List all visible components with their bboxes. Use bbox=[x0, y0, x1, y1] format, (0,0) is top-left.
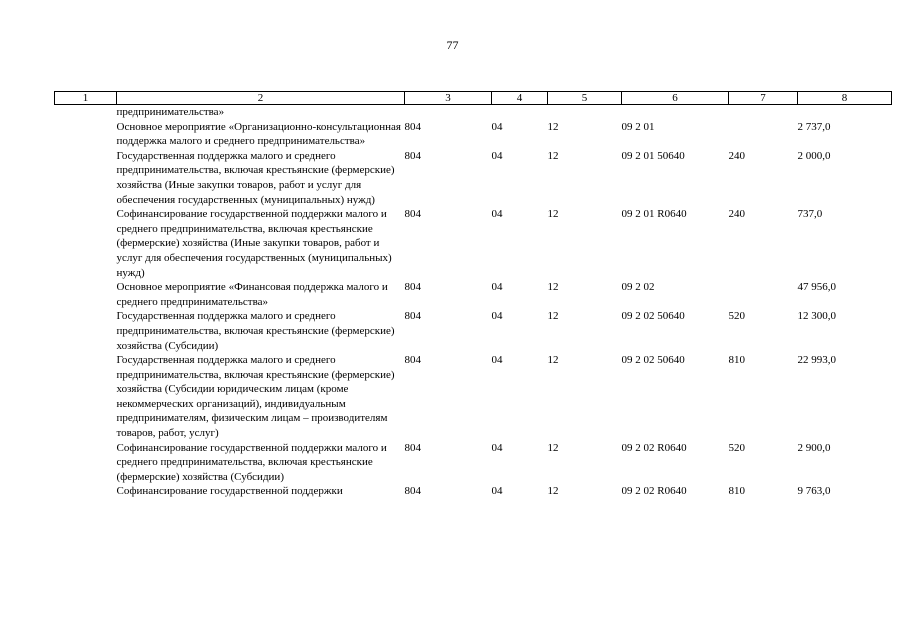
column-header-5: 5 bbox=[548, 92, 622, 105]
amount: 12 300,0 bbox=[797, 310, 836, 323]
target-article-code: 09 2 02 bbox=[621, 281, 655, 294]
expense-type-code: 520 bbox=[728, 310, 745, 323]
target-article-code: 09 2 02 50640 bbox=[621, 310, 685, 323]
empty-cell bbox=[55, 120, 117, 149]
amount: 9 763,0 bbox=[797, 485, 831, 498]
amount: 47 956,0 bbox=[797, 281, 836, 294]
grbs-code: 804 bbox=[404, 354, 421, 367]
target-article-code: 09 2 01 50640 bbox=[621, 149, 685, 162]
empty-cell bbox=[55, 309, 117, 353]
item-name: Государственная поддержка малого и среднего предпринимательства, включая крестьянские (фермерские) хозяйства (Иные закупки товаров, работ и услуг для обеспечения государственных (муниципальных) нужд) bbox=[116, 149, 395, 206]
column-header-3: 3 bbox=[405, 92, 492, 105]
page-number: 77 bbox=[446, 38, 459, 52]
empty-cell bbox=[55, 280, 117, 309]
amount: 2 000,0 bbox=[797, 149, 831, 162]
item-name: Основное мероприятие «Организационно-консультационная поддержка малого и среднего предпринимательства» bbox=[116, 120, 401, 148]
amount: 22 993,0 bbox=[797, 354, 836, 367]
table-row bbox=[55, 441, 892, 485]
target-article-code: 09 2 02 R0640 bbox=[621, 485, 687, 498]
expense-type-code: 240 bbox=[728, 208, 745, 221]
section-code: 04 bbox=[491, 149, 503, 162]
table-row bbox=[55, 105, 892, 120]
column-header-4: 4 bbox=[492, 92, 548, 105]
expense-type-code: 520 bbox=[728, 441, 745, 454]
subsection-code: 12 bbox=[547, 208, 559, 221]
column-header-1: 1 bbox=[55, 92, 117, 105]
table-row bbox=[55, 484, 892, 499]
item-name: Основное мероприятие «Финансовая поддержка малого и среднего предпринимательства» bbox=[116, 281, 388, 308]
subsection-code: 12 bbox=[547, 310, 559, 323]
table-row bbox=[55, 280, 892, 309]
subsection-code: 12 bbox=[547, 149, 559, 162]
grbs-code bbox=[405, 105, 492, 120]
section-code: 04 bbox=[491, 208, 503, 221]
item-name: Софинансирование государственной поддержки малого и среднего предпринимательства, включая крестьянские (фермерские) хозяйства (Иные закупки товаров, работ и услуг для обеспечения государственных (муниципальных) нужд) bbox=[116, 208, 392, 279]
column-header-7: 7 bbox=[729, 92, 798, 105]
subsection-code: 12 bbox=[547, 281, 559, 294]
section-code: 04 bbox=[491, 354, 503, 367]
target-article-code bbox=[622, 105, 729, 120]
amount: 2 737,0 bbox=[797, 120, 831, 133]
section-code: 04 bbox=[491, 441, 503, 454]
expense-type-code bbox=[729, 105, 798, 120]
table-row bbox=[55, 207, 892, 280]
target-article-code: 09 2 02 R0640 bbox=[621, 441, 687, 454]
expense-type-code: 240 bbox=[728, 149, 745, 162]
budget-table bbox=[54, 91, 892, 499]
expense-type-code: 810 bbox=[728, 354, 745, 367]
section-code bbox=[492, 105, 548, 120]
empty-cell bbox=[55, 149, 117, 207]
table-row bbox=[55, 120, 892, 149]
target-article-code: 09 2 02 50640 bbox=[621, 354, 685, 367]
column-number-row bbox=[55, 92, 892, 105]
subsection-code bbox=[548, 105, 622, 120]
item-name: Софинансирование государственной поддержки малого и среднего предпринимательства, включая крестьянские (фермерские) хозяйства (Субсидии) bbox=[116, 441, 387, 483]
grbs-code: 804 bbox=[404, 149, 421, 162]
amount: 737,0 bbox=[797, 208, 823, 221]
target-article-code: 09 2 01 bbox=[621, 120, 655, 133]
column-header-2: 2 bbox=[117, 92, 405, 105]
expense-type-code bbox=[729, 120, 798, 149]
amount: 2 900,0 bbox=[797, 441, 831, 454]
empty-cell bbox=[55, 484, 117, 499]
grbs-code: 804 bbox=[404, 281, 421, 294]
item-name: Государственная поддержка малого и среднего предпринимательства, включая крестьянские (фермерские) хозяйства (Субсидии) bbox=[116, 310, 395, 352]
empty-cell bbox=[55, 441, 117, 485]
grbs-code: 804 bbox=[404, 120, 421, 133]
grbs-code: 804 bbox=[404, 310, 421, 323]
table-row bbox=[55, 309, 892, 353]
empty-cell bbox=[55, 105, 117, 120]
expense-type-code: 810 bbox=[728, 485, 745, 498]
item-name: Софинансирование государственной поддержки bbox=[116, 485, 343, 498]
grbs-code: 804 bbox=[404, 485, 421, 498]
subsection-code: 12 bbox=[547, 354, 559, 367]
column-header-8: 8 bbox=[798, 92, 892, 105]
column-header-6: 6 bbox=[622, 92, 729, 105]
expense-type-code bbox=[729, 280, 798, 309]
item-name: предпринимательства» bbox=[116, 106, 225, 118]
amount bbox=[798, 105, 892, 120]
table-row bbox=[55, 149, 892, 207]
table-row bbox=[55, 353, 892, 441]
target-article-code: 09 2 01 R0640 bbox=[621, 208, 687, 221]
empty-cell bbox=[55, 207, 117, 280]
subsection-code: 12 bbox=[547, 120, 559, 133]
grbs-code: 804 bbox=[404, 441, 421, 454]
section-code: 04 bbox=[491, 281, 503, 294]
grbs-code: 804 bbox=[404, 208, 421, 221]
empty-cell bbox=[55, 353, 117, 441]
section-code: 04 bbox=[491, 310, 503, 323]
item-name: Государственная поддержка малого и среднего предпринимательства, включая крестьянские (фермерские) хозяйства (Субсидии юридическим лицам (кроме некоммерческих организаций), индивидуальным предпринимателям, физическим лицам – производителям товаров, работ, услуг) bbox=[116, 354, 395, 440]
section-code: 04 bbox=[491, 485, 503, 498]
subsection-code: 12 bbox=[547, 441, 559, 454]
section-code: 04 bbox=[491, 120, 503, 133]
subsection-code: 12 bbox=[547, 485, 559, 498]
